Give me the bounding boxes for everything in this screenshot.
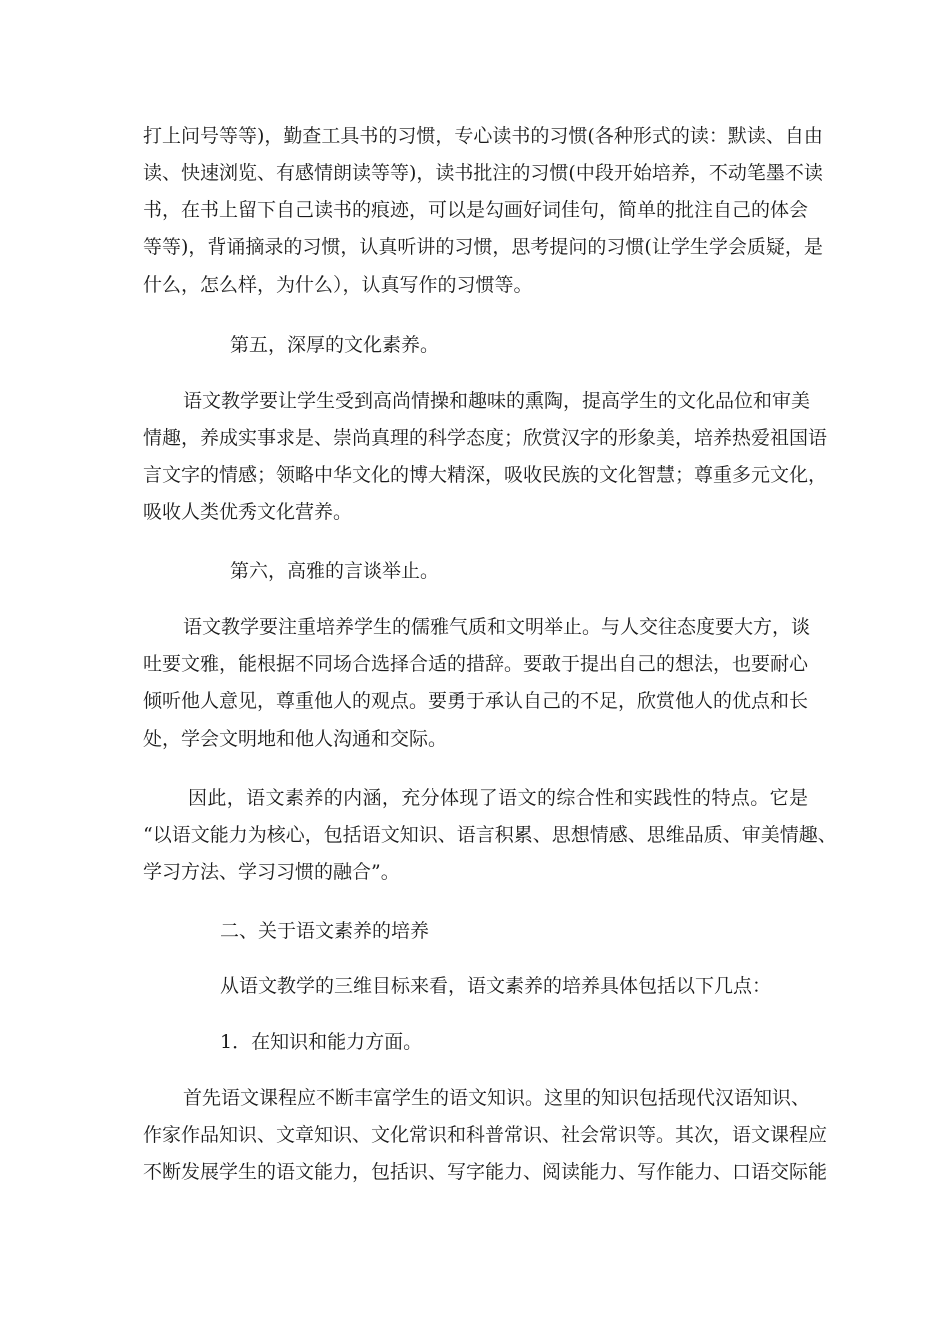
text-line: 学习方法、学习习惯的融合”。 [143,861,400,883]
list-item-heading: 1．在知识和能力方面。 [220,1031,423,1053]
section-heading: 第六，高雅的言谈举止。 [230,560,440,582]
text-line: 首先语文课程应不断丰富学生的语文知识。这里的知识包括现代汉语知识、 [183,1087,811,1109]
text-line: 吐要文雅，能根据不同场合选择合适的措辞。要敢于提出自己的想法，也要耐心 [143,653,809,675]
text-line: 情趣，养成实事求是、崇尚真理的科学态度；欣赏汉字的形象美，培养热爱祖国语 [143,427,828,449]
text-line: 书，在书上留下自己读书的痕迹，可以是勾画好词佳句，简单的批注自己的体会 [143,199,809,221]
text-line: 不断发展学生的语文能力，包括识、写字能力、阅读能力、写作能力、口语交际能 [143,1161,828,1183]
text-line: 倾听他人意见，尊重他人的观点。要勇于承认自己的不足，欣赏他人的优点和长 [143,690,809,712]
text-line: 读、快速浏览、有感情朗读等等)，读书批注的习惯(中段开始培养，不动笔墨不读 [143,162,823,184]
text-line: 打上问号等等)，勤查工具书的习惯，专心读书的习惯(各种形式的读：默读、自由 [143,125,823,147]
section-heading: 二、关于语文素养的培养 [220,920,430,942]
text-line: 因此，语文素养的内涵，充分体现了语文的综合性和实践性的特点。它是 [188,787,808,809]
text-line: 语文教学要让学生受到高尚情操和趣味的熏陶，提高学生的文化品位和审美 [183,390,811,412]
text-line: 语文教学要注重培养学生的儒雅气质和文明举止。与人交往态度要大方，谈 [183,616,811,638]
text-line: 吸收人类优秀文化营养。 [143,501,353,523]
text-line: 什么，怎么样，为什么），认真写作的习惯等。 [143,274,533,296]
text-line: 处，学会文明地和他人沟通和交际。 [143,728,448,750]
text-line: 作家作品知识、文章知识、文化常识和科普常识、社会常识等。其次，语文课程应 [143,1124,828,1146]
section-heading: 第五，深厚的文化素养。 [230,334,440,356]
text-line: 言文字的情感；领略中华文化的博大精深，吸收民族的文化智慧；尊重多元文化， [143,464,828,486]
text-line: “以语文能力为核心，包括语文知识、语言积累、思想情感、思维品质、审美情趣、 [143,824,837,846]
intro-line: 从语文教学的三维目标来看，语文素养的培养具体包括以下几点： [220,975,772,997]
text-line: 等等)，背诵摘录的习惯，认真听讲的习惯，思考提问的习惯(让学生学会质疑，是 [143,236,823,258]
